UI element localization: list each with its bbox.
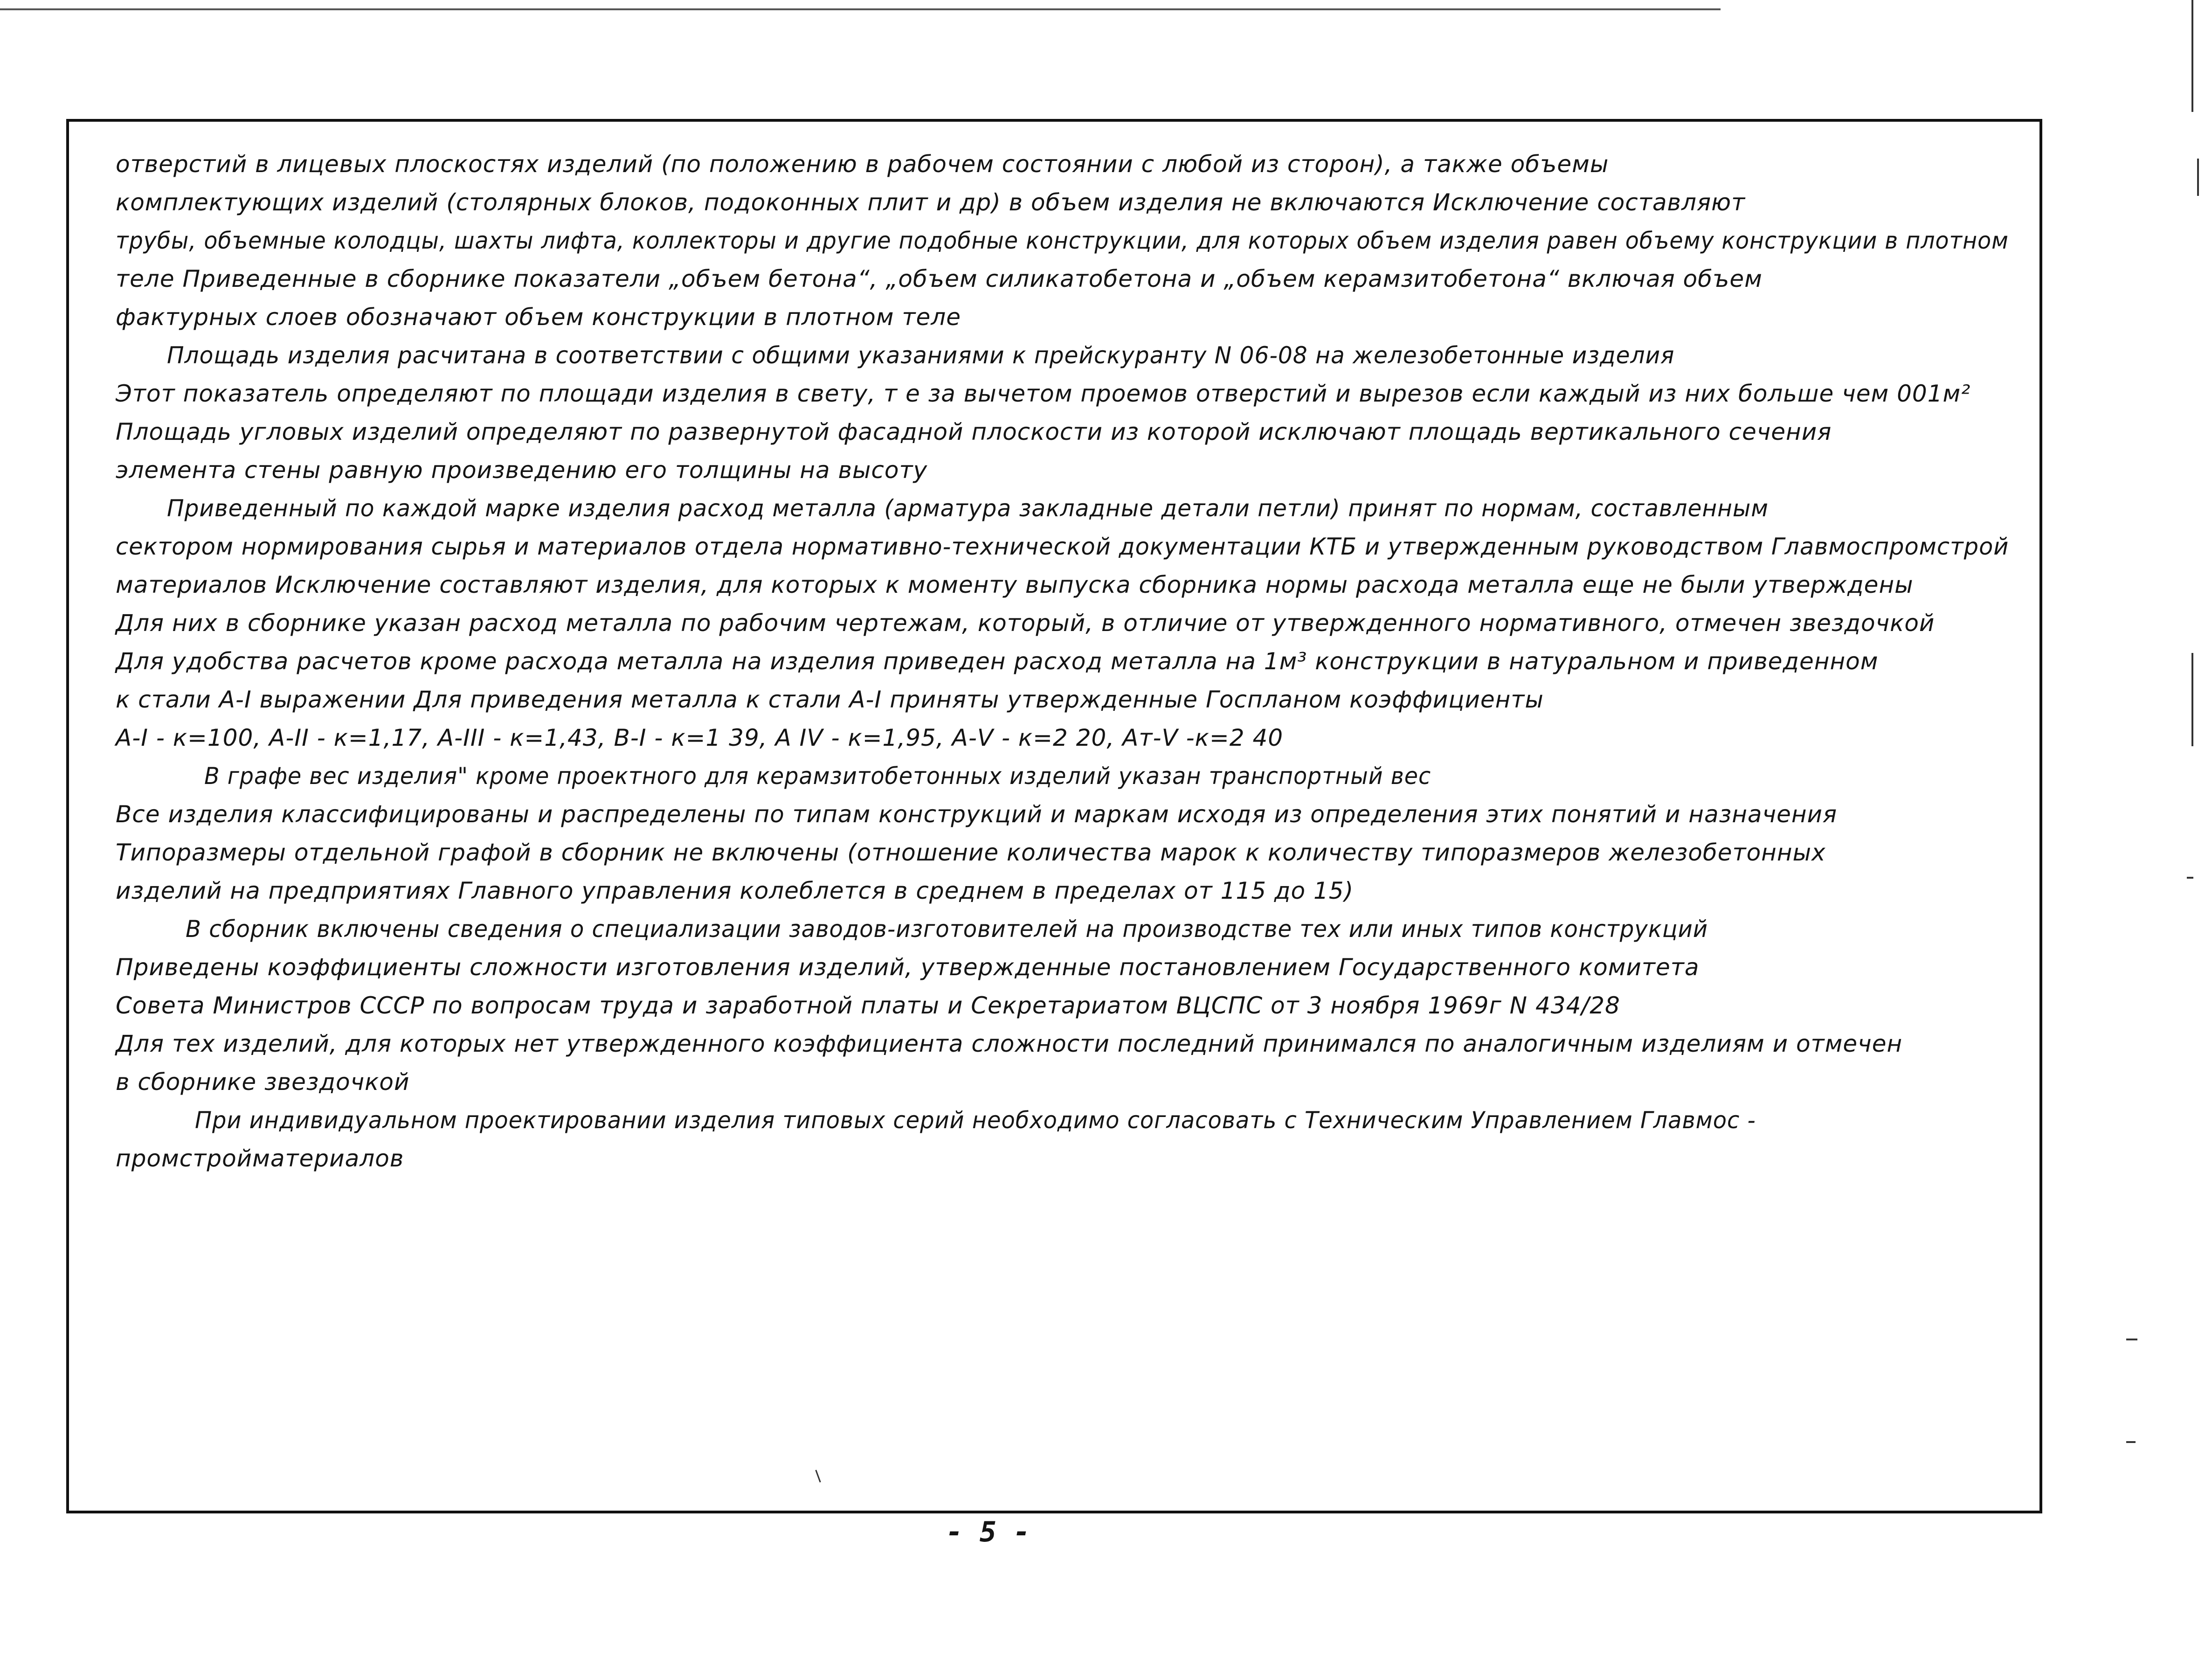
text-line-05: фактурных слоев обозначают объем конструкции в плотном теле	[116, 304, 961, 331]
scan-edge-mark-2	[2191, 653, 2193, 746]
handwritten-text-block	[116, 145, 2009, 1178]
text-line-16: А-I - к=100, А-II - к=1,17, А-III - к=1,43, В-I - к=1 39, А IV - к=1,95, А-V - к=2 20, Ат-V -к=2 40	[116, 724, 1284, 751]
scan-edge-mark-top	[2191, 0, 2193, 112]
text-line-18: Все изделия классифицированы и распределены по типам конструкций и маркам исходя из определения этих понятий и назначения	[116, 801, 1838, 828]
page-frame	[66, 119, 2042, 1513]
stray-pen-mark	[815, 1470, 821, 1482]
text-line-11: сектором нормирования сырья и материалов отдела нормативно-технической документации КТБ и утвержденным руководством Главмоспромстрой	[116, 533, 2009, 560]
text-line-22: Приведены коэффициенты сложности изготовления изделий, утвержденные постановлением Государственного комитета	[116, 954, 1700, 981]
text-line-20: изделий на предприятиях Главного управления колеблется в среднем в пределах от 115 до 15)	[116, 877, 1354, 904]
text-line-10: Приведенный по каждой марке изделия расход металла (арматура закладные детали петли) принят по нормам, составленным	[167, 495, 1769, 522]
scan-edge-mark-5	[2126, 1441, 2136, 1443]
text-line-27: промстройматериалов	[116, 1145, 404, 1172]
text-line-13: Для них в сборнике указан расход металла по рабочим чертежам, который, в отличие от утвержденного нормативного, отмечен звездочкой	[116, 610, 1935, 637]
text-line-24: Для тех изделий, для которых нет утвержденного коэффициента сложности последний принимался по аналогичным изделиям и отмечен	[116, 1030, 1903, 1057]
text-line-02: комплектующих изделий (столярных блоков, подоконных плит и др) в объем изделия не включаются Исключение составляют	[116, 189, 1746, 216]
text-line-09: элемента стены равную произведению его толщины на высоту	[116, 457, 928, 484]
text-line-04: теле Приведенные в сборнике показатели „объем бетона“, „объем силикатобетона и „объем керамзитобетона“ включая объем	[116, 265, 1763, 292]
scan-edge-mark-1	[2197, 159, 2199, 196]
text-line-01: отверстий в лицевых плоскостях изделий (по положению в рабочем состоянии с любой из сторон), а также объемы	[116, 151, 1609, 178]
text-line-19: Типоразмеры отдельной графой в сборник не включены (отношение количества марок к количеству типоразмеров железобетонных	[116, 839, 1826, 866]
text-line-26: При индивидуальном проектировании изделия типовых серий необходимо согласовать с Техническим Управлением Главмос -	[195, 1107, 1756, 1134]
text-line-06: Площадь изделия расчитана в соответствии с общими указаниями к прейскуранту N 06-08 на железобетонные изделия	[167, 342, 1675, 369]
scan-edge-mark-3	[2187, 877, 2193, 879]
text-line-25: в сборнике звездочкой	[116, 1068, 410, 1096]
text-line-03: трубы, объемные колодцы, шахты лифта, коллекторы и другие подобные конструкции, для которых объем изделия равен объему конструкции в плотном	[116, 227, 2009, 254]
text-line-14: Для удобства расчетов кроме расхода металла на изделия приведен расход металла на 1м³ конструкции в натуральном и приведенном	[116, 648, 1879, 675]
text-line-08: Площадь угловых изделий определяют по развернутой фасадной плоскости из которой исключают площадь вертикального сечения	[116, 418, 1832, 445]
text-line-15: к стали А-I выражении Для приведения металла к стали А-I приняты утвержденные Госпланом коэффициенты	[116, 686, 1544, 713]
text-line-07: Этот показатель определяют по площади изделия в свету, т е за вычетом проемов отверстий и вырезов если каждый из них больше чем 001м²	[116, 380, 1971, 407]
text-line-12: материалов Исключение составляют изделия, для которых к моменту выпуска сборника нормы расхода металла еще не были утверждены	[116, 571, 1914, 598]
text-line-21: В сборник включены сведения о специализации заводов-изготовителей на производстве тех или иных типов конструкций	[186, 916, 1708, 943]
scan-edge-mark-4	[2126, 1339, 2137, 1340]
text-line-17: В графе вес изделия" кроме проектного для керамзитобетонных изделий указан транспортный вес	[204, 763, 1431, 790]
page-number: - 5 -	[946, 1516, 1030, 1548]
top-rule	[0, 8, 1721, 10]
text-line-23: Совета Министров СССР по вопросам труда и заработной платы и Секретариатом ВЦСПС от 3 ноября 1969г N 434/28	[116, 992, 1620, 1019]
